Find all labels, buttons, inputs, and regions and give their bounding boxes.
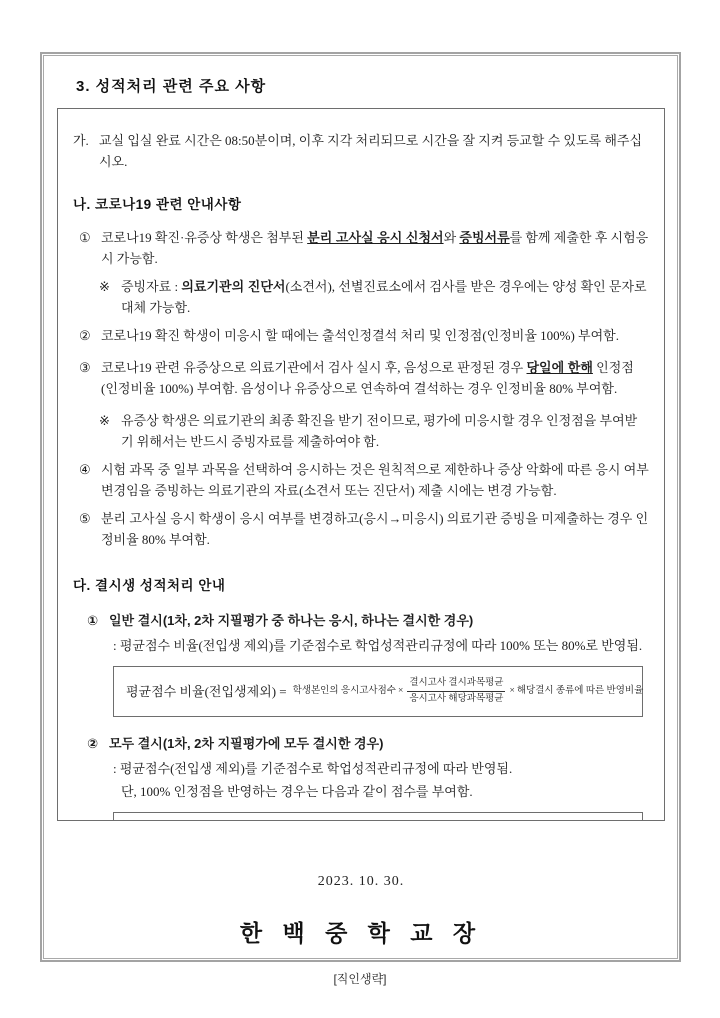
emphasized-text: 분리 고사실 응시 신청서 — [307, 230, 444, 245]
text-run: 인정점(인정비율 100%) 부여함. 음성이나 유증상으로 연속하여 결석하는 경우 인정비율 80% 부여함. — [101, 360, 634, 396]
absentee-item-1-desc: : 평균점수 비율(전입생 제외)를 기준점수로 학업성적관리규정에 따라 100% 또는 80%로 반영됨. — [113, 638, 643, 653]
absentee-item-2 — [87, 733, 649, 754]
formula-excused-absence-score — [113, 812, 643, 821]
text-run: 코로나19 관련 유증상으로 의료기관에서 검사 실시 후, 음성으로 판정된 경우 — [101, 360, 527, 375]
absentee-item-2-desc1: : 평균점수(전입생 제외)를 기준점수로 학업성적관리규정에 따라 반영됨. — [113, 761, 513, 776]
covid-item-2 — [79, 325, 649, 346]
content-box — [57, 108, 665, 821]
covid-item-4-text: 시험 과목 중 일부 과목을 선택하여 응시하는 것은 원칙적으로 제한하나 증상 악화에 따른 응시 여부 변경임을 증빙하는 의료기관의 자료(소견서 또는 진단서) 제출 시에는 변경 가능함. — [101, 462, 649, 498]
document-date: 2023. 10. 30. — [317, 874, 405, 889]
absentee-item-1 — [87, 610, 649, 631]
covid-item-1 — [79, 227, 649, 269]
paragraph-entry-time — [73, 130, 649, 172]
text-run: 코로나19 확진·유증상 학생은 첨부된 — [101, 230, 308, 245]
covid-item-4 — [79, 459, 649, 501]
text-run: 를 함께 제출한 후 시험응시 가능함. — [101, 230, 649, 266]
note-marker: ※ — [99, 279, 110, 294]
formula-row — [126, 677, 644, 706]
page-title: 3. 성적처리 관련 주요 사항 — [76, 78, 267, 95]
text-run: 와 — [443, 230, 460, 245]
covid-item-1-note — [99, 276, 649, 318]
page-border-frame — [40, 52, 681, 962]
covid-item-5 — [79, 508, 649, 550]
emphasized-text: 증빙서류 — [459, 230, 510, 245]
covid-item-1-note-text — [121, 276, 649, 318]
covid-item-3 — [79, 357, 649, 399]
section-covid-heading: 나. 코로나19 관련 안내사항 — [73, 197, 242, 212]
covid-item-3-text — [101, 357, 649, 399]
absentee-item-1-heading: 일반 결시(1차, 2차 지필평가 중 하나는 응시, 하나는 결시한 경우) — [109, 613, 474, 628]
item-marker: ⑤ — [79, 511, 91, 526]
item-marker: 가. — [73, 133, 89, 148]
absentee-item-2-heading: 모두 결시(1차, 2차 지필평가에 모두 결시한 경우) — [109, 736, 384, 751]
section-absentee-heading: 다. 결시생 성적처리 안내 — [73, 578, 226, 593]
multiply-sign: × — [509, 686, 515, 696]
covid-item-2-text: 코로나19 확진 학생이 미응시 할 때에는 출석인정결석 처리 및 인정점(인정비율 100%) 부여함. — [101, 328, 619, 343]
absentee-item-2-desc2: 단, 100% 인정점을 반영하는 경우는 다음과 같이 점수를 부여함. — [121, 784, 473, 799]
emphasized-text: 당일에 한해 — [526, 360, 593, 375]
item-marker: ① — [87, 613, 99, 628]
covid-item-1-text — [101, 227, 649, 269]
item-marker: ④ — [79, 462, 91, 477]
formula-term: 해당결시 종류에 따른 반영비율 — [516, 686, 644, 696]
item-marker: ② — [79, 328, 91, 343]
item-marker: ② — [87, 736, 99, 751]
item-marker: ③ — [79, 360, 91, 375]
covid-item-5-text: 분리 고사실 응시 학생이 응시 여부를 변경하고(응시→미응시) 의료기관 증빙을 미제출하는 경우 인정비율 80% 부여함. — [101, 511, 649, 547]
text-run: (소견서), 선별진료소에서 검사를 받은 경우에는 양성 확인 문자로 대체 가능함. — [121, 279, 647, 315]
formula-average-score-ratio — [113, 666, 643, 717]
covid-item-3-note-text: 유증상 학생은 의료기관의 최종 확진을 받기 전이므로, 평가에 미응시할 경우 인정점을 부여받기 위해서는 반드시 증빙자료를 제출하여야 함. — [121, 413, 638, 449]
paragraph-text: 교실 입실 완료 시간은 08:50분이며, 이후 지각 처리되므로 시간을 잘 지켜 등교할 수 있도록 해주십시오. — [99, 133, 643, 169]
principal-signature: 한 백 중 학 교 장 — [239, 920, 483, 946]
formula-label: 평균점수 비율(전입생제외) = — [126, 684, 287, 699]
fraction — [407, 677, 505, 706]
emphasized-text: 의료기관의 진단서 — [181, 279, 286, 294]
note-marker: ※ — [99, 413, 110, 428]
multiply-sign: × — [397, 686, 404, 696]
fraction-denominator: 응시고사 해당과목평균 — [409, 694, 504, 704]
fraction-numerator: 결시고사 결시과목평균 — [407, 677, 505, 692]
page-border-inner — [43, 55, 678, 959]
seal-omitted-note: [직인생략] — [333, 972, 387, 986]
text-run: 증빙자료 : — [121, 279, 182, 294]
item-marker: ① — [79, 230, 91, 245]
covid-item-3-note — [99, 410, 649, 452]
formula-term: 학생본인의 응시고사점수 — [292, 686, 396, 696]
